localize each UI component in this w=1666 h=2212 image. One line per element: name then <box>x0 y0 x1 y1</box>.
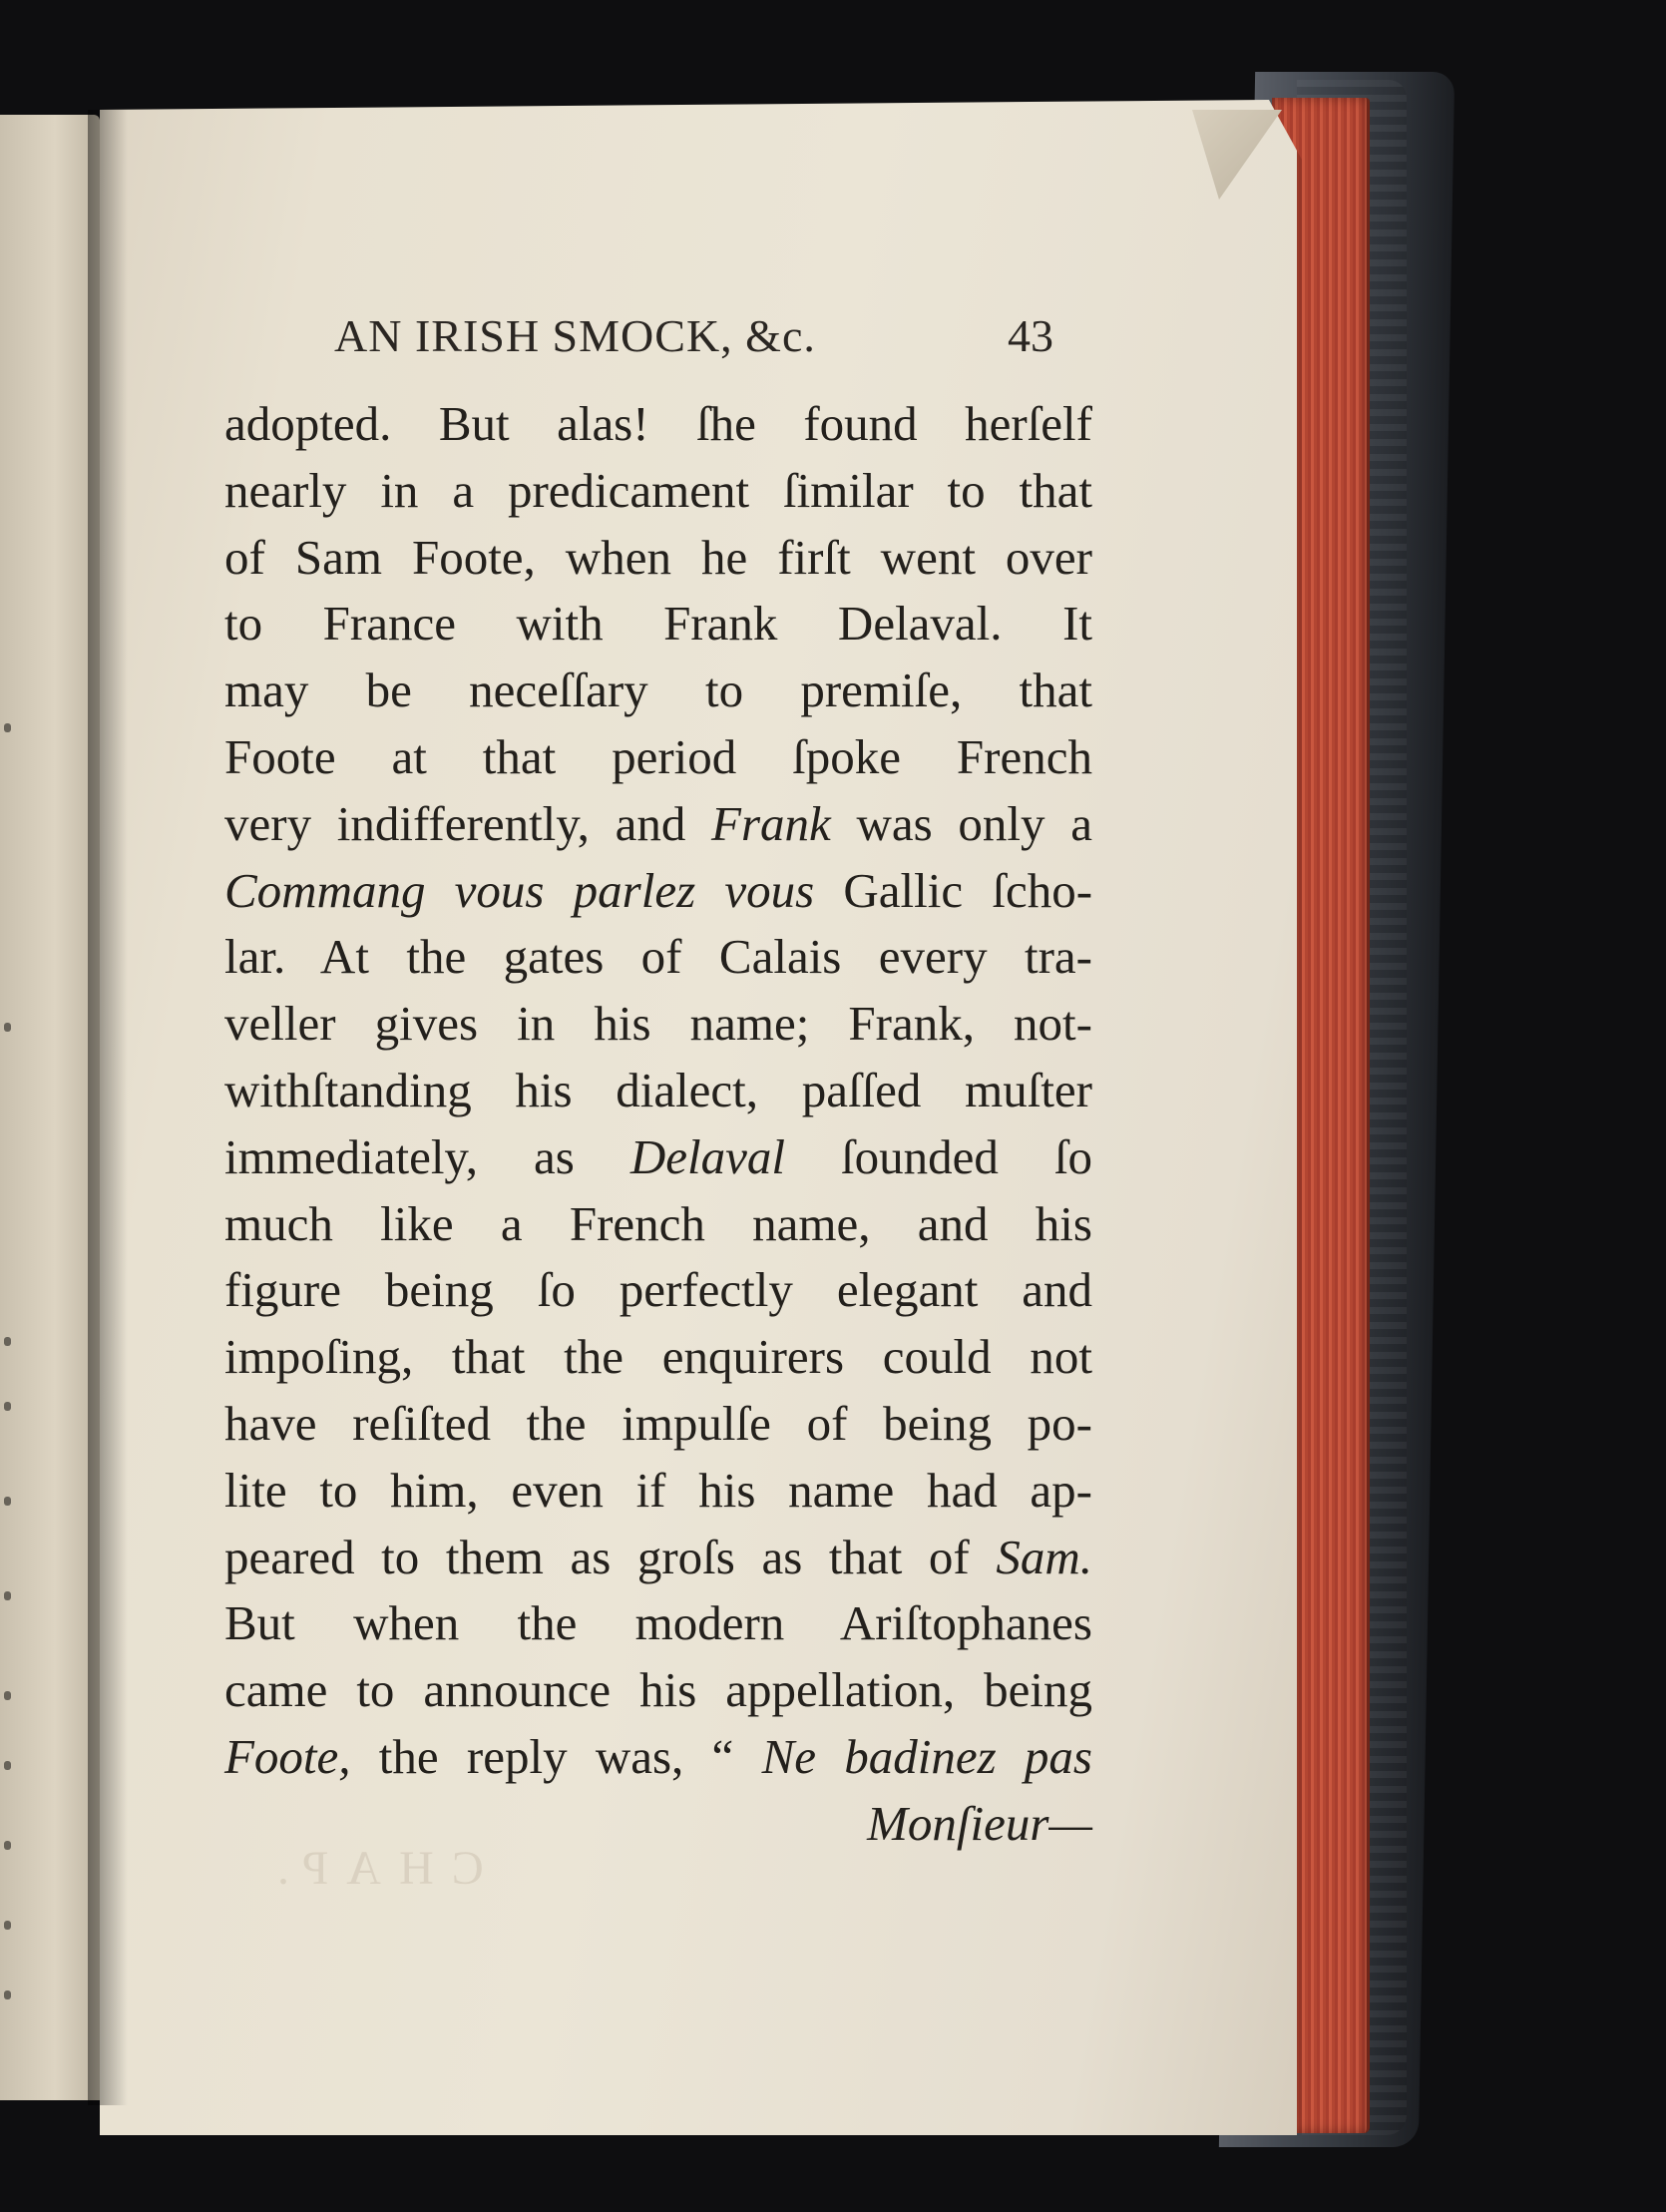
text-segment: lite to him, even if his name had ap- <box>224 1462 1092 1518</box>
text-line <box>224 1257 1092 1324</box>
running-title: AN IRISH SMOCK, &c. <box>334 310 816 361</box>
facing-page <box>0 115 100 2100</box>
text-line <box>224 391 1092 458</box>
text-segment: impoſing, that the enquirers could not <box>224 1329 1092 1385</box>
text-segment: immediately, as <box>224 1128 630 1184</box>
running-head <box>234 309 1082 369</box>
italic-text: Commang vous parlez vous <box>224 862 815 918</box>
facing-page-text-remnants <box>0 115 18 2100</box>
text-line <box>224 658 1092 724</box>
gutter-shadow <box>88 110 128 2105</box>
text-segment: of Sam Foote, when he firſt went over <box>224 529 1092 585</box>
text-line <box>224 1525 1092 1591</box>
text-line <box>224 924 1092 991</box>
text-segment: lar. At the gates of Calais every tra- <box>224 929 1092 985</box>
ink-mark <box>4 1991 11 1999</box>
ink-mark <box>4 1497 11 1506</box>
ink-mark <box>4 1023 11 1032</box>
text-line <box>224 858 1092 925</box>
ink-mark <box>4 723 11 732</box>
text-segment: may be neceſſary to premiſe, that <box>224 663 1092 718</box>
ink-mark <box>4 1761 11 1770</box>
text-segment: was only a <box>830 795 1092 851</box>
text-segment: withſtanding his dialect, paſſed muſter <box>224 1062 1092 1117</box>
text-segment: have reſiſted the impulſe of being po- <box>224 1395 1092 1451</box>
text-segment: But when the modern Ariſtophanes <box>224 1595 1092 1651</box>
text-line <box>224 991 1092 1058</box>
text-segment: the reply was, “ <box>350 1728 762 1784</box>
text-line <box>224 458 1092 525</box>
text-segment: peared to them as groſs as that of <box>224 1529 997 1584</box>
ink-mark <box>4 1402 11 1411</box>
text-segment: veller gives in his name; Frank, not- <box>224 996 1092 1052</box>
text-line <box>224 1724 1092 1791</box>
text-segment: very indifferently, and <box>224 795 712 851</box>
ink-mark <box>4 1921 11 1930</box>
catchword: Monſieur— <box>867 1795 1092 1851</box>
italic-text: Ne badinez pas <box>761 1728 1092 1784</box>
italic-text: Foote, <box>224 1728 351 1784</box>
text-line <box>224 791 1092 858</box>
text-line <box>224 1124 1092 1191</box>
text-segment: ſounded ſo <box>784 1128 1092 1184</box>
ink-mark <box>4 1691 11 1700</box>
text-line <box>224 525 1092 592</box>
ink-mark <box>4 1337 11 1346</box>
showthrough-text: CHAP. <box>259 1842 484 1895</box>
text-line <box>224 1391 1092 1458</box>
text-segment: much like a French name, and his <box>224 1195 1092 1251</box>
ink-mark <box>4 1841 11 1850</box>
text-line <box>224 1058 1092 1124</box>
italic-text: Frank <box>711 795 831 851</box>
text-segment: came to announce his appellation, being <box>224 1662 1092 1718</box>
text-line <box>224 1458 1092 1525</box>
text-line <box>224 1657 1092 1724</box>
italic-text: Sam. <box>996 1529 1092 1584</box>
text-line <box>224 1590 1092 1657</box>
text-line <box>224 1191 1092 1258</box>
text-segment: figure being ſo perfectly elegant and <box>224 1262 1092 1318</box>
ink-mark <box>4 1591 11 1600</box>
text-segment: Foote at that period ſpoke French <box>224 728 1092 784</box>
text-line <box>224 591 1092 658</box>
text-segment: Gallic ſcho- <box>814 862 1093 918</box>
text-segment: to France with Frank Delaval. It <box>224 596 1092 652</box>
body-text <box>224 391 1092 1858</box>
text-segment: adopted. But alas! ſhe found herſelf <box>224 396 1092 451</box>
text-line <box>224 1324 1092 1391</box>
italic-text: Delaval <box>629 1128 785 1184</box>
text-line <box>224 724 1092 791</box>
page-number: 43 <box>1008 310 1053 361</box>
text-segment: nearly in a predicament ſimilar to that <box>224 462 1092 518</box>
